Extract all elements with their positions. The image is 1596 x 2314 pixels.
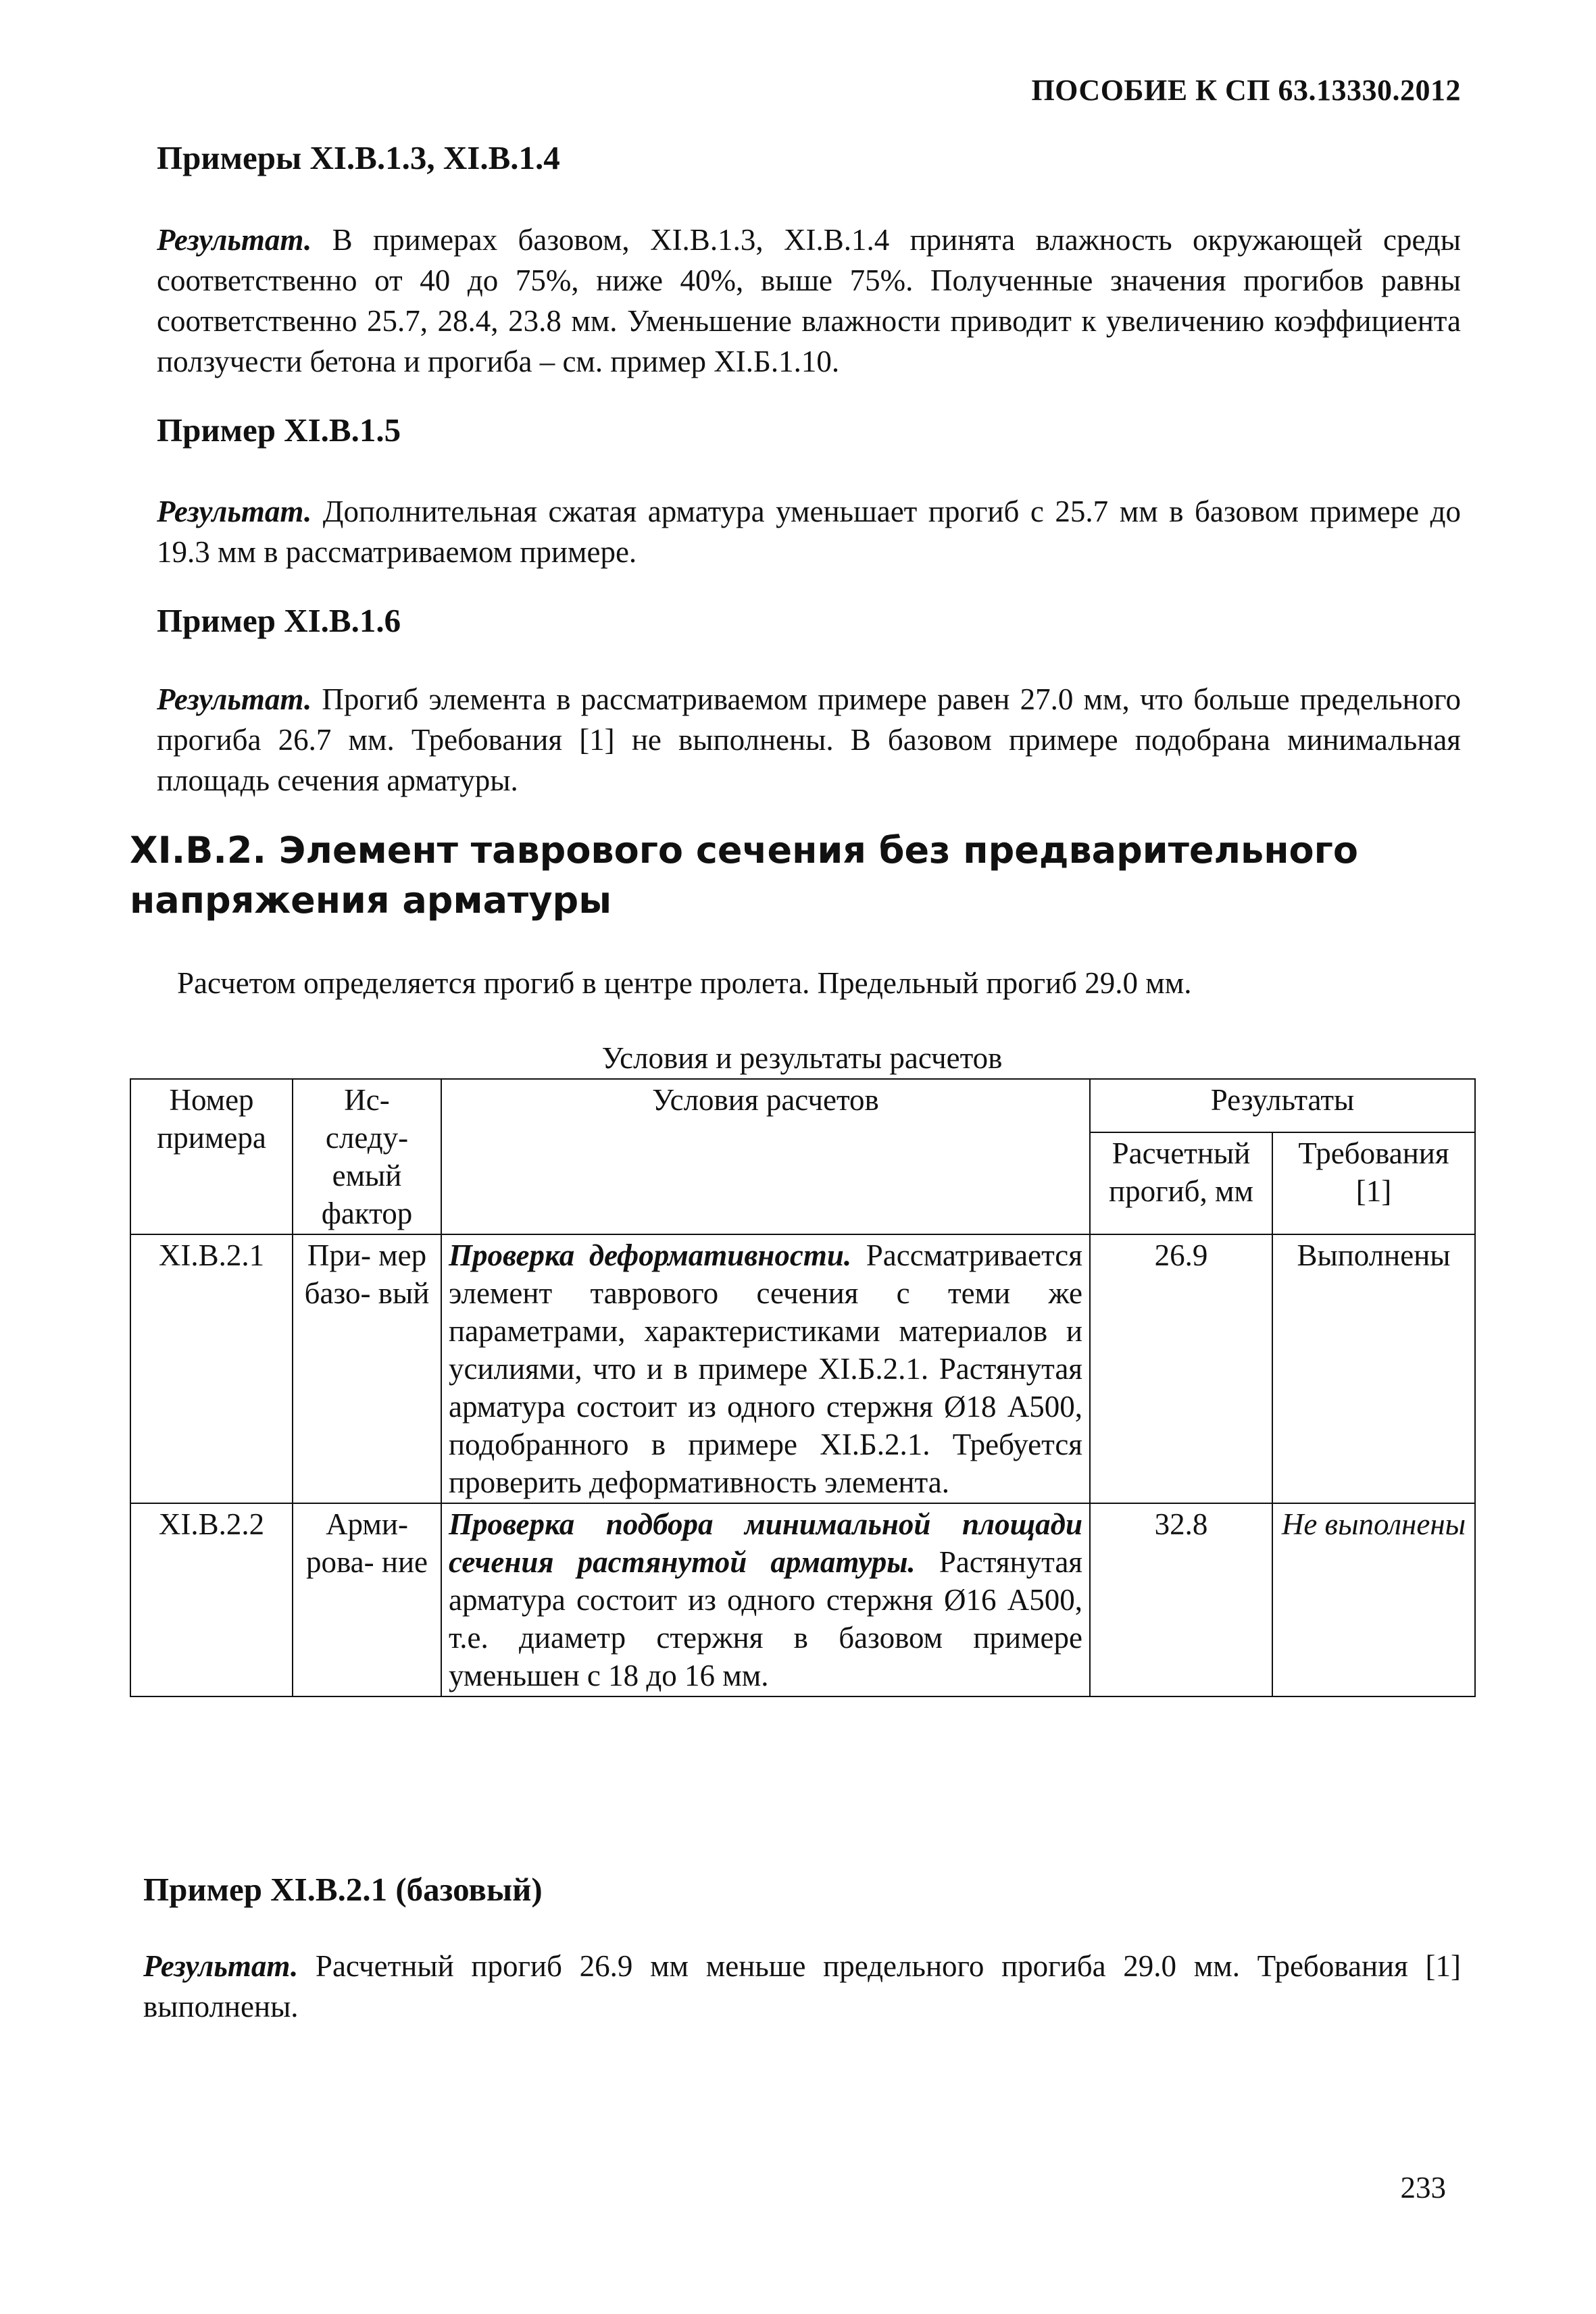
cell-example-no: XI.В.2.1 xyxy=(130,1234,293,1503)
result-paragraph-3 xyxy=(157,679,1461,801)
col-header-results: Результаты xyxy=(1090,1079,1475,1132)
section-heading-xi-v-2: XI.В.2. Элемент таврового сечения без предварительного напряжения арматуры xyxy=(130,829,1358,922)
cell-deflection: 32.8 xyxy=(1090,1503,1272,1696)
heading-example-1-6: Пример XI.В.1.6 xyxy=(157,602,401,639)
result-text: Прогиб элемента в рассматриваемом примере равен 27.0 мм, что больше предельного прогиба 26.7 мм. Требования [1] не выполнены. В базовом примере подобрана минимальная площадь сечения арматуры. xyxy=(157,682,1461,797)
cell-example-no: XI.В.2.2 xyxy=(130,1503,293,1696)
table-caption: Условия и результаты расчетов xyxy=(601,1041,1003,1075)
section-lead-text: Расчетом определяется прогиб в центре пролета. Предельный прогиб 29.0 мм. xyxy=(177,966,1192,1000)
col-header-factor: Ис- следу- емый фактор xyxy=(293,1079,441,1234)
result-label: Результат. xyxy=(157,223,312,257)
conditions-text: Растянутая арматура состоит из одного стержня Ø16 А500, т.е. диаметр стержня в базовом примере уменьшен с 18 до 16 мм. xyxy=(449,1545,1083,1692)
table-row xyxy=(130,1503,1475,1696)
conditions-lead: Проверка подбора минимальной площади сечения растянутой арматуры. xyxy=(449,1507,1082,1579)
result-text: В примерах базовом, XI.В.1.3, XI.В.1.4 принята влажность окружающей среды соответственно от 40 до 75%, ниже 40%, выше 75%. Полученные значения прогибов равны соответственно 25.7, 28.4, 23.8 мм. Уменьшение влажности приводит к увеличению коэффициента ползучести бетона и прогиба – см. пример XI.Б.1.10. xyxy=(157,223,1461,378)
result-label: Результат. xyxy=(143,1949,299,1983)
heading-example-1-5: Пример XI.В.1.5 xyxy=(157,411,401,449)
col-header-requirements: Требования [1] xyxy=(1272,1132,1475,1234)
result-paragraph-1 xyxy=(157,220,1461,382)
cell-deflection: 26.9 xyxy=(1090,1234,1272,1503)
cell-conditions xyxy=(441,1234,1090,1503)
result-paragraph-5 xyxy=(143,1946,1461,2027)
result-label: Результат. xyxy=(157,682,312,716)
heading-example-2-1: Пример XI.В.2.1 (базовый) xyxy=(143,1871,543,1908)
result-text: Дополнительная сжатая арматура уменьшает прогиб с 25.7 мм в базовом примере до 19.3 мм в рассматриваемом примере. xyxy=(157,495,1461,569)
page-number: 233 xyxy=(1400,2171,1446,2205)
result-paragraph-2 xyxy=(157,491,1461,572)
result-label: Результат. xyxy=(157,495,312,528)
cell-factor: При- мер базо- вый xyxy=(293,1234,441,1503)
conditions-lead: Проверка деформативности. xyxy=(449,1238,852,1272)
col-header-example-no: Номер примера xyxy=(130,1079,293,1234)
table-row xyxy=(130,1234,1475,1503)
col-header-deflection: Расчетный прогиб, мм xyxy=(1090,1132,1272,1234)
cell-factor: Арми- рова- ние xyxy=(293,1503,441,1696)
col-header-conditions: Условия расчетов xyxy=(441,1079,1090,1234)
cell-conditions xyxy=(441,1503,1090,1696)
result-text: Расчетный прогиб 26.9 мм меньше предельного прогиба 29.0 мм. Требования [1] выполнены. xyxy=(143,1949,1461,2023)
heading-examples-1-3-1-4: Примеры XI.В.1.3, XI.В.1.4 xyxy=(157,139,560,176)
conditions-text: Рассматривается элемент таврового сечения с теми же параметрами, характеристиками материалов и усилиями, что и в примере XI.Б.2.1. Растянутая арматура состоит из одного стержня Ø18 А500, подобранного в примере XI.Б.2.1. Требуется проверить деформативность элемента. xyxy=(449,1238,1082,1499)
table-header-row xyxy=(130,1079,1475,1132)
cell-requirements: Не выполнены xyxy=(1272,1503,1475,1696)
running-header: ПОСОБИЕ К СП 63.13330.2012 xyxy=(1031,74,1461,107)
cell-requirements: Выполнены xyxy=(1272,1234,1475,1503)
results-table xyxy=(130,1078,1476,1697)
